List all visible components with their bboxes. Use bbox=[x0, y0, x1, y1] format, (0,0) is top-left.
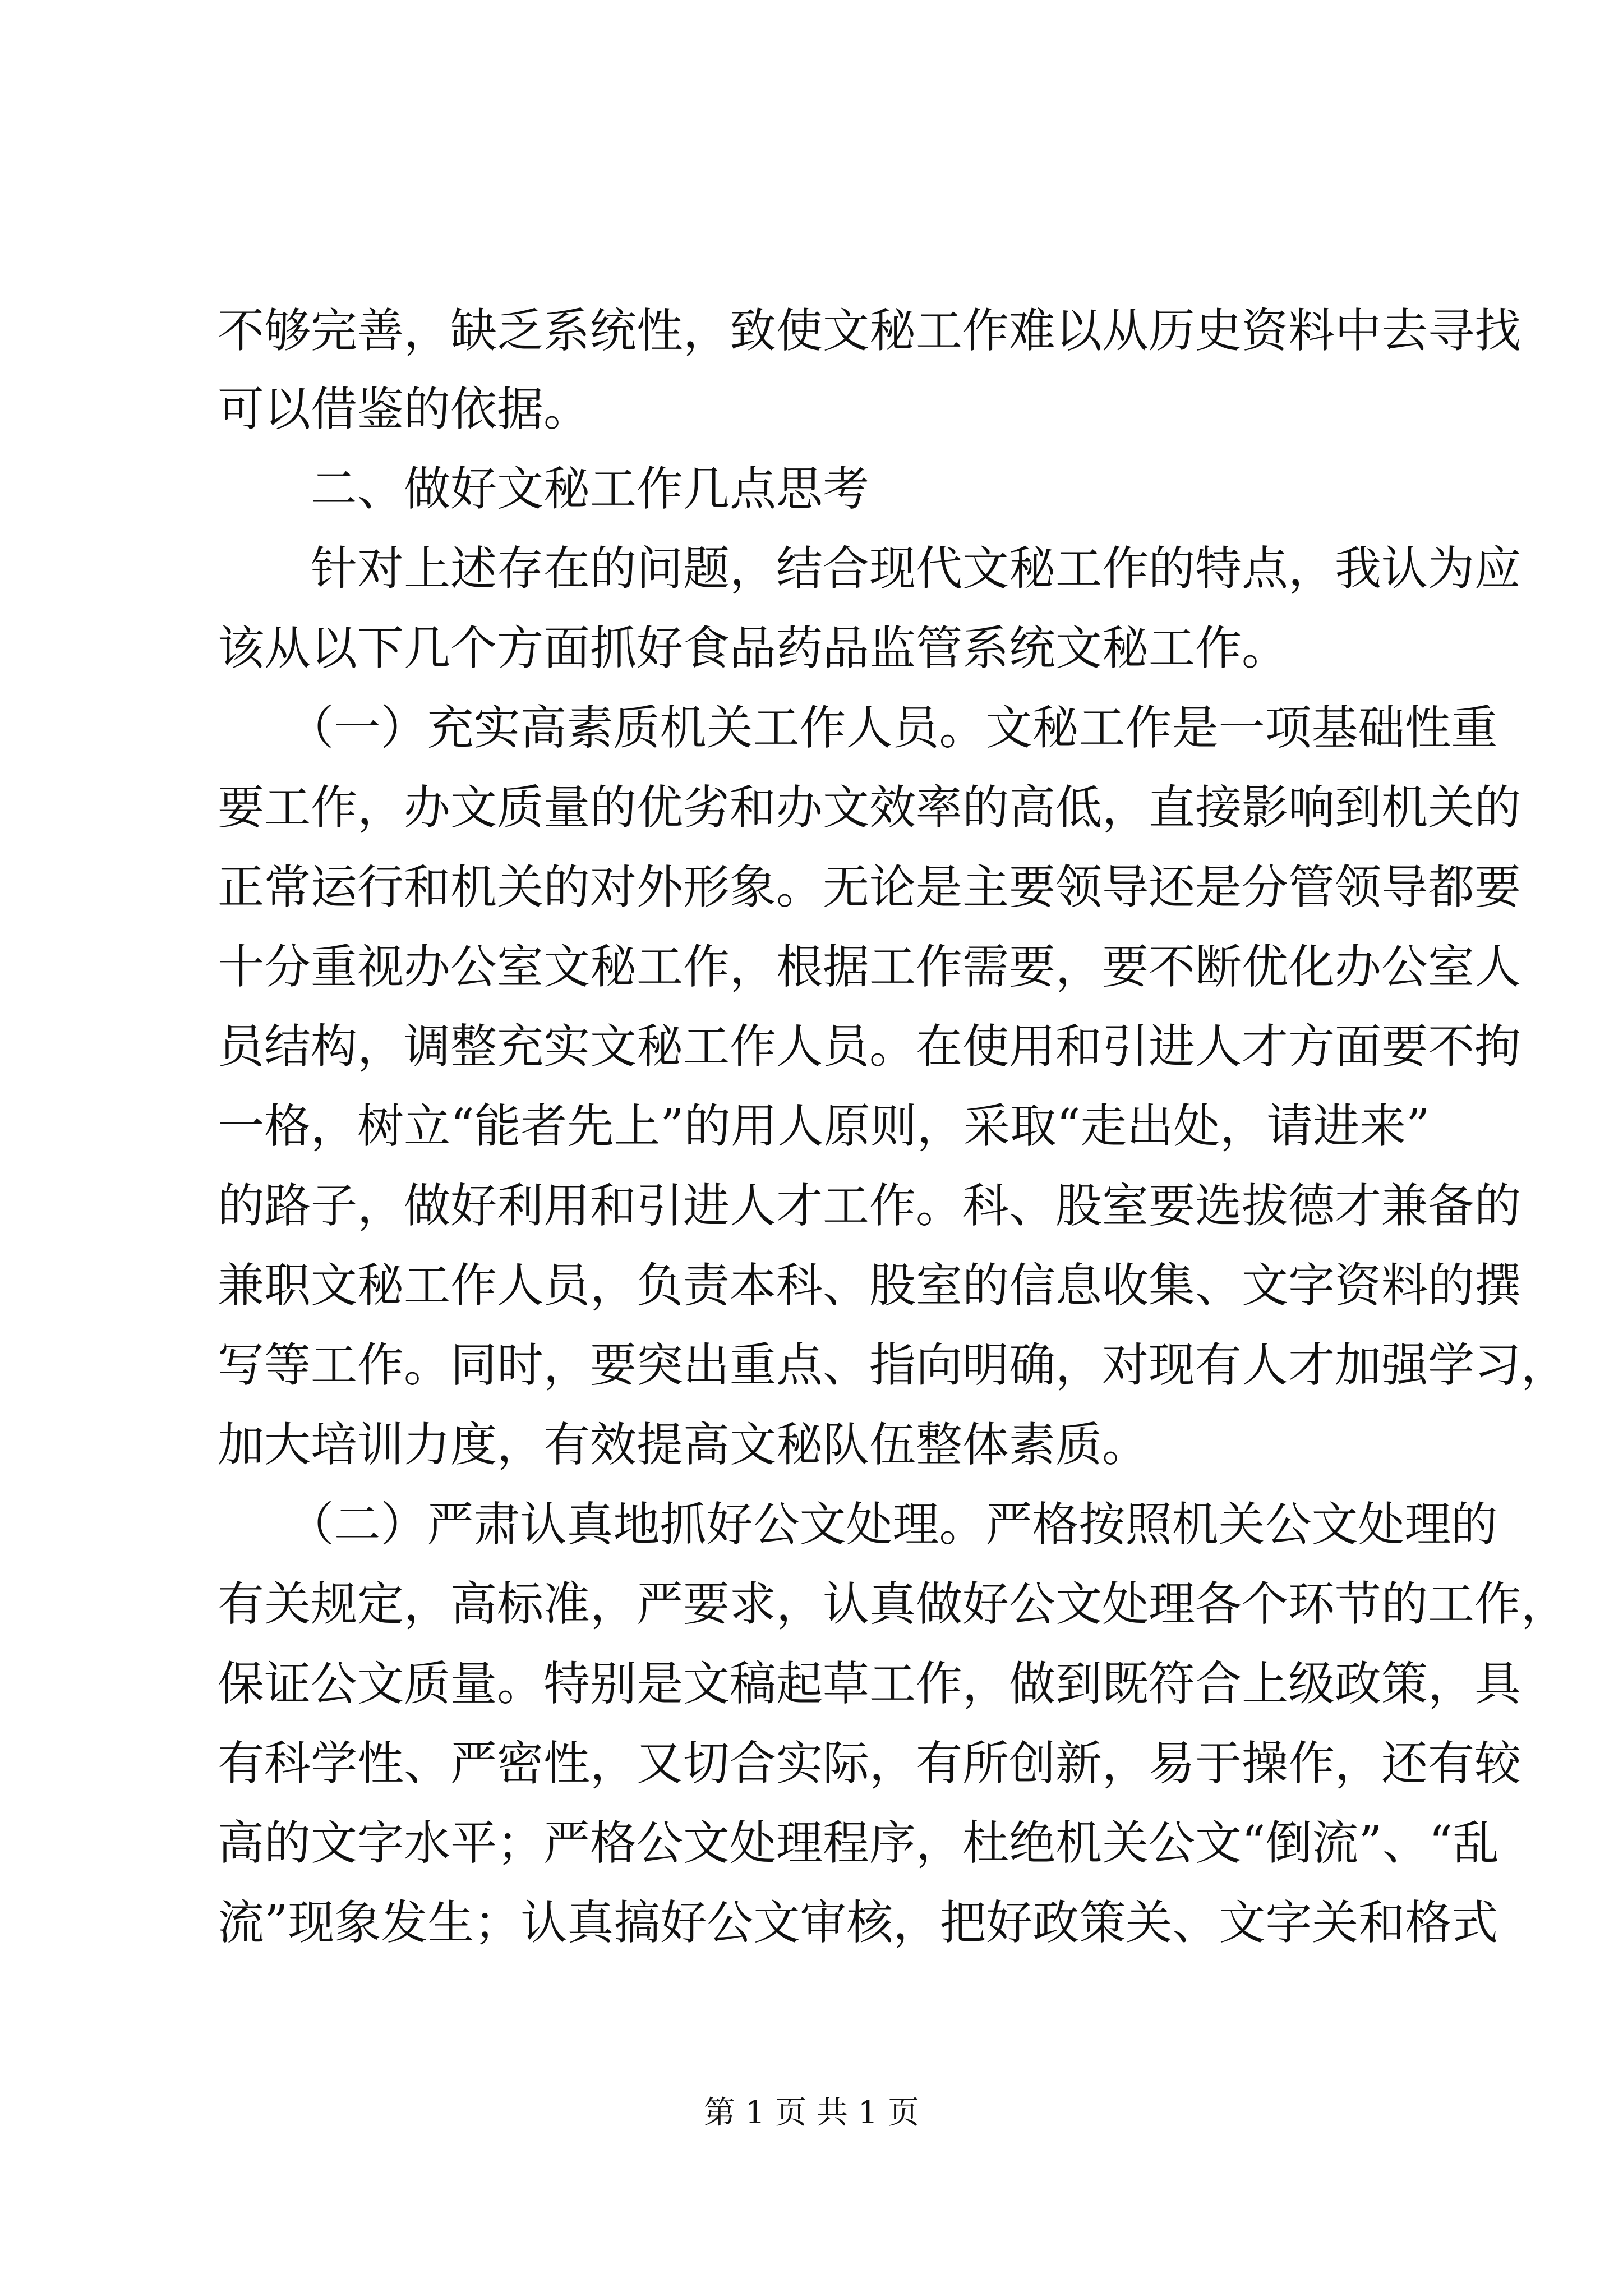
body-line: 该从以下几个方面抓好食品药品监管系统文秘工作。 bbox=[218, 621, 1288, 675]
body-line: 针对上述存在的问题，结合现代文秘工作的特点，我认为应 bbox=[218, 541, 1521, 596]
section-heading: 二、做好文秘工作几点思考 bbox=[218, 462, 869, 516]
body-line: 兼职文秘工作人员，负责本科、股室的信息收集、文字资料的撰 bbox=[218, 1258, 1521, 1313]
body-line: 加大培训力度，有效提高文秘队伍整体素质。 bbox=[218, 1418, 1149, 1472]
body-line: 的路子，做好利用和引进人才工作。科、股室要选拔德才兼备的 bbox=[218, 1179, 1521, 1233]
body-line: 有科学性、严密性，又切合实际，有所创新，易于操作，还有较 bbox=[218, 1736, 1521, 1791]
body-line: 要工作，办文质量的优劣和办文效率的高低，直接影响到机关的 bbox=[218, 780, 1521, 835]
body-line: 不够完善，缺乏系统性，致使文秘工作难以从历史资料中去寻找 bbox=[218, 303, 1521, 358]
body-line: 正常运行和机关的对外形象。无论是主要领导还是分管领导都要 bbox=[218, 860, 1521, 914]
body-line: 保证公文质量。特别是文稿起草工作，做到既符合上级政策，具 bbox=[218, 1657, 1521, 1711]
body-line: 十分重视办公室文秘工作，根据工作需要，要不断优化办公室人 bbox=[218, 940, 1521, 994]
page-number-footer: 第 1 页 共 1 页 bbox=[703, 2095, 920, 2131]
body-line: 一格，树立“能者先上”的用人原则，采取“走出处，请进来” bbox=[218, 1099, 1430, 1153]
body-line: （二）严肃认真地抓好公文处理。严格按照机关公文处理的 bbox=[218, 1497, 1498, 1552]
body-line: 写等工作。同时，要突出重点、指向明确，对现有人才加强学习， bbox=[218, 1338, 1567, 1392]
body-line: 可以借鉴的依据。 bbox=[218, 382, 590, 436]
body-line: 高的文字水平；严格公文处理程序，杜绝机关公文“倒流”、“乱 bbox=[218, 1816, 1500, 1870]
body-line: 有关规定，高标准，严要求，认真做好公文处理各个环节的工作， bbox=[218, 1577, 1567, 1631]
body-line: （一）充实高素质机关工作人员。文秘工作是一项基础性重 bbox=[218, 701, 1498, 755]
body-line: 员结构，调整充实文秘工作人员。在使用和引进人才方面要不拘 bbox=[218, 1019, 1521, 1074]
body-line: 流”现象发生；认真搞好公文审核，把好政策关、文字关和格式 bbox=[218, 1895, 1498, 1950]
